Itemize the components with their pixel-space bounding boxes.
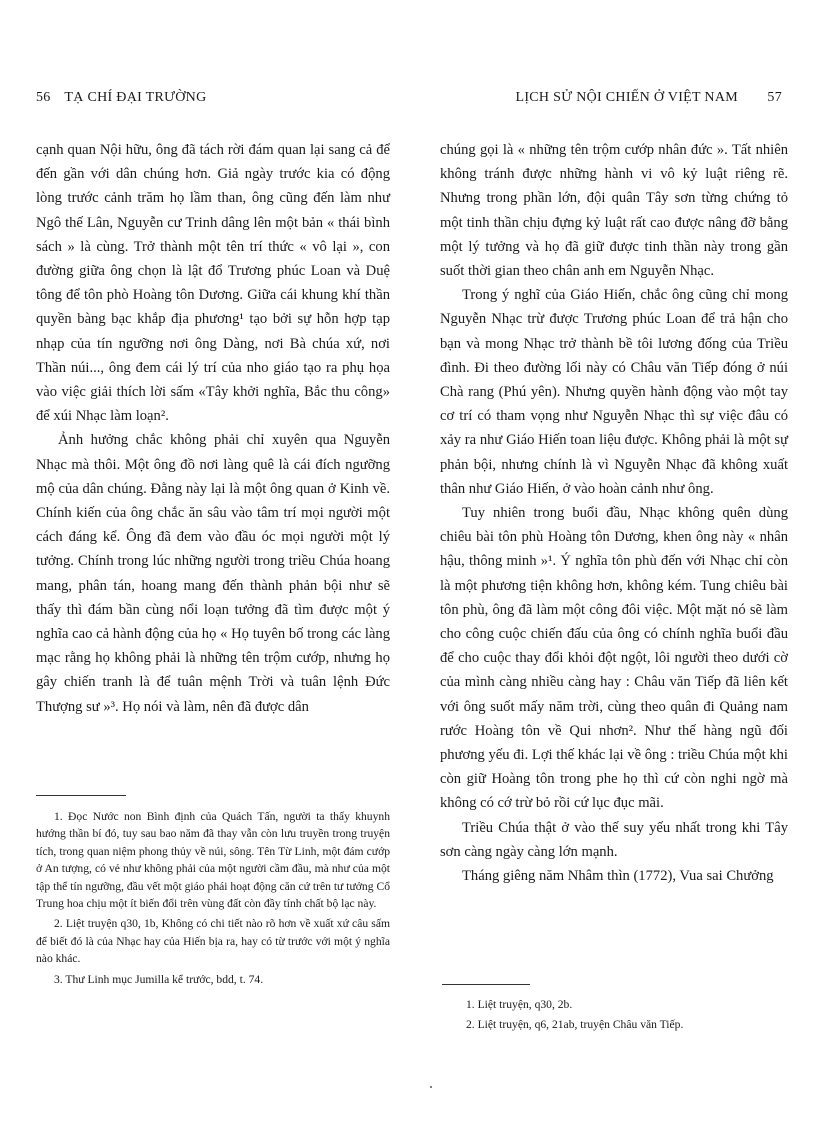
left-body-text [36, 138, 390, 719]
footnote: 2. Liệt truyện q30, 1b, Không có chi tiết nào rõ hơn về xuất xứ câu sấm để biết đó là của Nhạc hay của Hiến bịa ra, hay có từ trước với một ý nghĩa nào khác. [36, 917, 390, 966]
footnote-divider [442, 984, 530, 985]
paragraph: Ảnh hưởng chắc không phải chỉ xuyên qua Nguyễn Nhạc mà thôi. Một ông đồ nơi làng quê là cái đích ngưỡng mộ của dân chúng. Đằng này lại là một ông quan ở Kinh về. Chính kiến của ông chắc ăn sâu vào tâm trí mọi người một cách đáng kể. Ông đã đem vào đầu óc mọi người một lý tưởng. Chính trong lúc những người trong triều Chúa hoang mang, phân tán, hoang mang đến thành phản bội như sẽ thấy thì đám bần cùng nổi loạn tưởng đã tìm được một ý nghĩa cao cả hành động của họ « Họ tuyên bố trong các làng mạc rằng họ không phải là những tên trộm cướp, nhưng họ gây chiến tranh là để tuân mệnh Trời và tuân lệnh Đức Thượng sư »³. Họ nói và làm, nên đã được dân [36, 432, 390, 715]
paragraph: Tuy nhiên trong buổi đầu, Nhạc không quên dùng chiêu bài tôn phù Hoàng tôn Dương, khen ông này « nhân hậu, thông minh »¹. Ý nghĩa tôn phù đến với Nhạc chỉ còn là một phương tiện không hơn, không kém. Tung chiêu bài tôn phù, ông đã làm một công đôi việc. Một mặt nó sẽ làm cho công cuộc chiến đấu của ông có chính nghĩa buổi đầu để cho cuộc thay đổi khỏi đột ngột, lôi người theo dưới cờ của mình càng nhiều càng hay : Châu văn Tiếp đã liên kết với ông suốt mấy năm trời, cùng theo quân đi Quảng nam rước Hoàng tôn về Qui nhơn². Như thế hàng ngũ đối phương yếu đi. Lợi thế khác lại về ông : triều Chúa một khi còn giữ Hoàng tôn trong phe họ thì cứ còn nghi ngờ mà không có cớ trừ bỏ rồi cứ lục đục mãi. [440, 505, 788, 812]
right-body-text [440, 138, 788, 888]
paragraph: Tháng giêng năm Nhâm thìn (1772), Vua sai Chưởng [462, 868, 774, 885]
paragraph: chúng gọi là « những tên trộm cướp nhân đức ». Tất nhiên không tránh được những hành vi vô kỷ luật riêng rẽ. Nhưng trong phần lớn, đội quân Tây sơn từng chứng tỏ một tinh thần chịu đựng kỷ luật rất cao được nâng đỡ bằng một lý tưởng và họ đã giữ được tinh thần này trong gần suốt thời gian theo chân anh em Nguyễn Nhạc. [440, 142, 788, 280]
footnote: 2. Liệt truyện, q6, 21ab, truyện Châu văn Tiếp. [466, 1018, 684, 1032]
right-running-head: LỊCH SỬ NỘI CHIẾN Ở VIỆT NAM [515, 90, 738, 105]
paragraph: cạnh quan Nội hữu, ông đã tách rời đám quan lại sang cả để đến gần với dân chúng hơn. Giả ngày trước kia có động lòng trước cảnh trăm họ lầm than, ông cũng đến làm như Ngô thế Lân, Nguyễn cư Trinh dâng lên một bản « thái bình sách » là cùng. Trở thành một tên trí thức « vô lại », con đường giữa ông chọn là lật đổ Trương phúc Loan và Duệ tông để tôn phò Hoàng tôn Dương. Giữa cái khung khí thần quyền bàng bạc khắp địa phương¹ tạo bởi sự hỗn hợp tạp nhạp của tín ngưỡng nơi ông Dàng, nơi Bà chúa xứ, nơi Thần núi..., ông đem cái lý trí của nho giáo tạo ra phụ họa vào việc giải thích lời sấm «Tây khởi nghĩa, Bắc thu công» để xúi Nhạc làm loạn². [36, 142, 390, 425]
footnote: 1. Liệt truyện, q30, 2b. [466, 998, 573, 1011]
left-running-header [36, 90, 390, 106]
footnote: 1. Đọc Nước non Bình định của Quách Tấn, người ta thấy khuynh hướng thần bí đó, tuy sau bao năm đã thay vẫn còn lưu truyền trong truyện tích, trong quan niệm phong thủy về núi, sông. Tên Từ Linh, một đám cướp ở An tượng, có vẻ như không phải của một người cầm đầu, mà như của một tập thể tín ngưỡng, đầu vết một giáo phái hoạt động căn cứ trên tư tưởng Cổ Trung hoa chịu một ít biến đổi trên vùng đất còn đầy tính chất bộ lạc này. [36, 810, 390, 911]
left-page-number: 56 [36, 90, 51, 105]
paragraph: Triều Chúa thật ở vào thế suy yếu nhất trong khi Tây sơn càng ngày càng lớn mạnh. [440, 819, 788, 860]
scan-speck [430, 1086, 432, 1088]
left-running-head: TẠ CHÍ ĐẠI TRƯỜNG [64, 90, 207, 105]
left-footnotes [36, 808, 390, 991]
right-page-number: 57 [767, 90, 782, 105]
right-footnotes [452, 996, 772, 1037]
footnote: 3. Thư Linh mục Jumilla kể trước, bdd, t. 74. [54, 972, 264, 986]
footnote-divider [36, 795, 126, 796]
paragraph: Trong ý nghĩ của Giáo Hiến, chắc ông cũng chỉ mong Nguyễn Nhạc trừ được Trương phúc Loan để trả hận cho bạn và mong Nhạc trở thành bề tôi lương đống của Triều đình. Đi theo đường lối này có Châu văn Tiếp đóng ở núi Chà rang (Phú yên). Nhưng quyền hành động vào một tay cơ trí có tham vọng như Nguyễn Nhạc thì sự việc đâu có xảy ra như Giáo Hiến toan liệu được. Không phải là một sự phản bội, nhưng chính là vì Nguyễn Nhạc đã không xuất thân như Giáo Hiến, ở vào hoàn cảnh như ông. [440, 287, 788, 497]
